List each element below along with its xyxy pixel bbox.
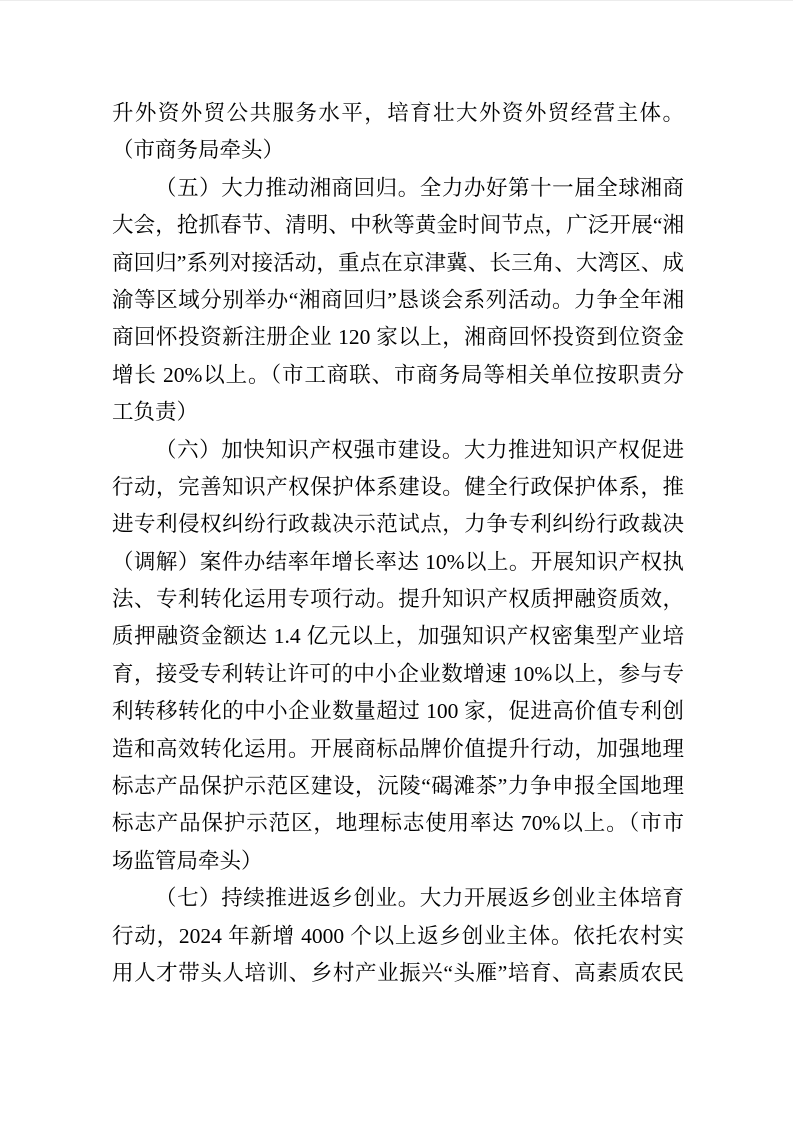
- text-line: 场监管局牵头）: [112, 848, 263, 873]
- paragraph: [112, 880, 684, 992]
- text-line: 用人才带头人培训、乡村产业振兴“头雁”培育、高素质农民: [112, 960, 684, 985]
- text-line: 商回归”系列对接活动，重点在京津冀、长三角、大湾区、成: [112, 250, 684, 275]
- paragraph: [112, 432, 684, 881]
- text-line: （调解）案件办结率年增长率达 10%以上。开展知识产权执: [112, 549, 684, 574]
- text-line: （六）加快知识产权强市建设。大力推进知识产权促进: [155, 437, 684, 462]
- text-line: 商回怀投资新注册企业 120 家以上，湘商回怀投资到位资金: [112, 325, 684, 350]
- text-line: 工负责）: [112, 400, 199, 425]
- text-line: 标志产品保护示范区建设，沅陵“碣滩茶”力争申报全国地理: [112, 774, 684, 799]
- text-line: 育，接受专利转让许可的中小企业数增速 10%以上，参与专: [112, 661, 684, 686]
- text-line: 进专利侵权纠纷行政裁决示范试点，力争专利纠纷行政裁决: [112, 512, 684, 537]
- text-line: 大会，抢抓春节、清明、中秋等黄金时间节点，广泛开展“湘: [112, 213, 684, 238]
- document-body: [112, 95, 684, 992]
- text-line: 造和高效转化运用。开展商标品牌价值提升行动，加强地理: [112, 736, 684, 761]
- text-line: （七）持续推进返乡创业。大力开展返乡创业主体培育: [155, 886, 684, 911]
- text-line: （市商务局牵头）: [112, 138, 285, 163]
- text-line: 行动，2024 年新增 4000 个以上返乡创业主体。依托农村实: [112, 923, 684, 948]
- text-line: 利转移转化的中小企业数量超过 100 家，促进高价值专利创: [112, 699, 684, 724]
- text-line: 增长 20%以上。（市工商联、市商务局等相关单位按职责分: [112, 362, 684, 387]
- text-line: 行动，完善知识产权保护体系建设。健全行政保护体系，推: [112, 474, 684, 499]
- text-line: 质押融资金额达 1.4 亿元以上，加强知识产权密集型产业培: [112, 624, 684, 649]
- text-line: 法、专利转化运用专项行动。提升知识产权质押融资质效，: [112, 587, 684, 612]
- paragraph: [112, 170, 684, 432]
- paragraph: [112, 95, 684, 170]
- text-line: 标志产品保护示范区，地理标志使用率达 70%以上。（市市: [112, 811, 684, 836]
- text-line: 升外资外贸公共服务水平，培育壮大外资外贸经营主体。: [112, 101, 684, 125]
- text-line: （五）大力推动湘商回归。全力办好第十一届全球湘商: [155, 175, 684, 200]
- text-line: 渝等区域分别举办“湘商回归”恳谈会系列活动。力争全年湘: [112, 287, 684, 312]
